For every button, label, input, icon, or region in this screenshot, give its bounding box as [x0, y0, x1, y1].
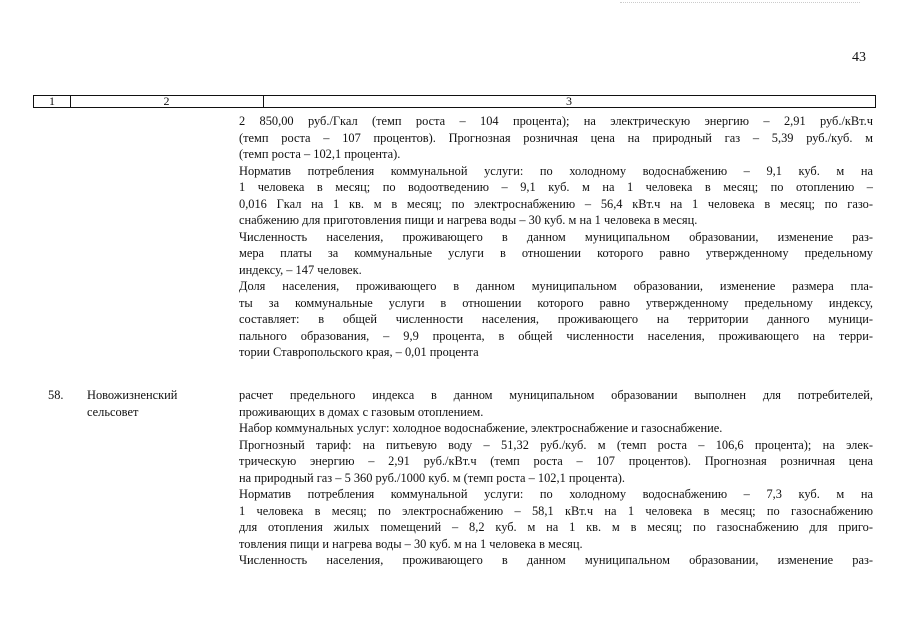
header-col-3: 3	[566, 94, 572, 108]
table-header-row	[33, 95, 876, 108]
row-58-text	[239, 387, 873, 569]
text-line: расчет предельного индекса в данном муниципальном образовании выполнен для потребителей,	[239, 388, 873, 402]
text-line: Численность населения, проживающего в данном муниципальном образовании, изменение раз-	[239, 229, 873, 244]
text-line: снабжению для приготовления пищи и нагрева воды – 30 куб. м на 1 человека в месяц.	[239, 213, 698, 227]
text-line: на природный газ – 5 360 руб./1000 куб. м (темп роста – 102,1 процента).	[239, 470, 625, 485]
text-line: индексу, – 147 человек.	[239, 262, 362, 277]
text-line: товления пищи и нагрева воды – 30 куб. м на 1 человека в месяц.	[239, 536, 583, 551]
municipality-name-line: сельсовет	[87, 404, 139, 419]
text-line: тории Ставропольского края, – 0,01 процента	[239, 345, 479, 359]
text-line: мера платы за коммунальные услуги в отношении которого равно утвержденному предельному	[239, 246, 873, 260]
text-line: Доля населения, проживающего в данном муниципальном образовании, изменение размера пла-	[239, 279, 873, 293]
text-line: Численность населения, проживающего в данном муниципальном образовании, изменение раз-	[239, 553, 873, 567]
text-line: проживающих в домах с газовым отоплением.	[239, 404, 484, 419]
municipality-name	[87, 387, 177, 420]
text-line: 1 человека в месяц; по водоотведению – 9,1 куб. м на 1 человека в месяц; по отоплению –	[239, 180, 873, 194]
text-line: (темп роста – 102,1 процента).	[239, 147, 401, 161]
text-line: трическую энергию – 2,91 руб./кВт.ч (темп роста – 107 процентов). Прогнозная розничная цена	[239, 454, 873, 468]
text-line: Набор коммунальных услуг: холодное водоснабжение, электроснабжение и газоснабжение.	[239, 421, 723, 435]
row-number: 58.	[48, 388, 64, 402]
text-line: ты за коммунальные услуги в отношении которого равно утвержденному предельному индексу,	[239, 295, 873, 310]
text-line: пального образования, – 9,9 процента, в общей численности населения, проживающего на терри-	[239, 328, 873, 343]
text-line: 2 850,00 руб./Гкал (темп роста – 104 процента); на электрическую энергию – 2,91 руб./кВт.ч	[239, 114, 873, 128]
continued-row-text	[239, 113, 873, 361]
text-line: Норматив потребления коммунальной услуги: по холодному водоснабжению – 7,3 куб. м на	[239, 487, 873, 501]
header-col-2: 2	[70, 96, 264, 107]
municipality-name-line: Новожизненский	[87, 388, 178, 402]
header-col-1: 1	[34, 96, 71, 107]
text-line: Прогнозный тариф: на питьевую воду – 51,32 руб./куб. м (темп роста – 106,6 процента); на элек-	[239, 437, 873, 452]
text-line: (темп роста – 107 процентов). Прогнозная розничная цена на природный газ – 5,39 руб./куб. м	[239, 130, 873, 145]
scan-artifact	[620, 2, 860, 4]
page-number: 43	[852, 50, 866, 65]
text-line: 0,016 Гкал на 1 кв. м в месяц; по электроснабжению – 56,4 кВт.ч на 1 человека в месяц; по газо-	[239, 196, 873, 211]
text-line: 1 человека в месяц; по электроснабжению – 58,1 кВт.ч на 1 человека в месяц; по газоснабжению	[239, 503, 873, 518]
text-line: для отопления жилых помещений – 8,2 куб. м на 1 кв. м в месяц; по газоснабжению для приго-	[239, 520, 873, 534]
text-line: Норматив потребления коммунальной услуги: по холодному водоснабжению – 9,1 куб. м на	[239, 163, 873, 178]
text-line: составляет: в общей численности населения, проживающего на территории данного муници-	[239, 312, 873, 326]
